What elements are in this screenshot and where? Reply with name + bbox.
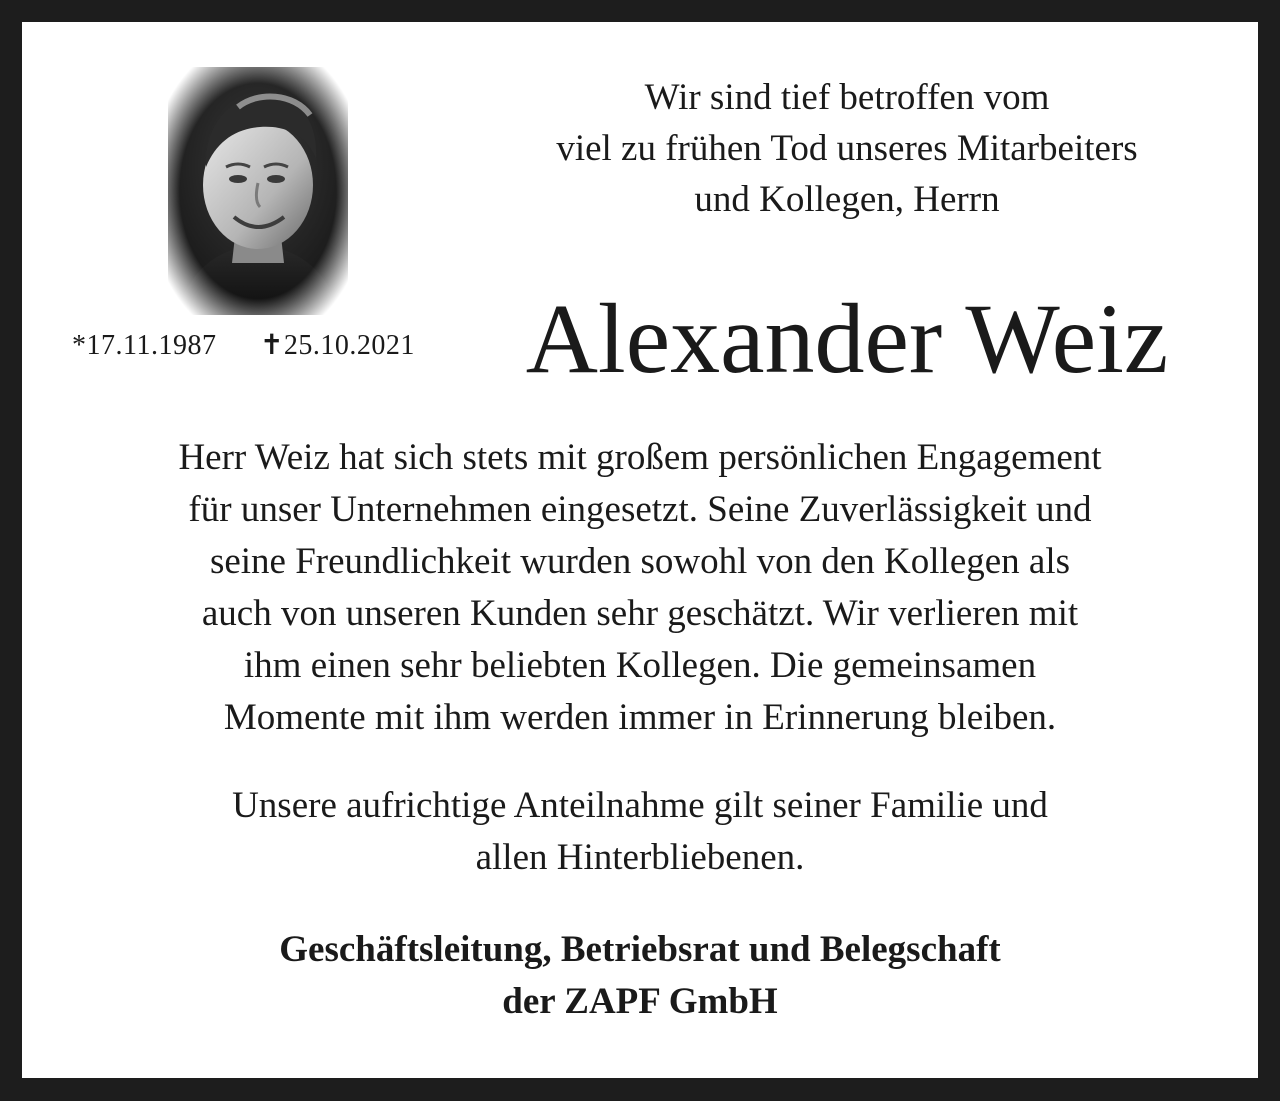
signature-block <box>42 924 1238 1028</box>
death-date: ✝25.10.2021 <box>259 330 415 361</box>
tribute-line: Herr Weiz hat sich stets mit großem persönlichen Engagement <box>178 437 1102 478</box>
birth-date: *17.11.1987 <box>72 330 217 361</box>
portrait-image <box>168 67 348 315</box>
condolence-text <box>42 780 1238 884</box>
tribute-line: auch von unseren Kunden sehr geschätzt. Wir verlieren mit <box>201 593 1079 634</box>
condolence-line: allen Hinterbliebenen. <box>475 837 805 878</box>
life-dates <box>72 328 462 362</box>
intro-line: und Kollegen, Herrn <box>694 179 1000 220</box>
tribute-line: ihm einen sehr beliebten Kollegen. Die gemeinsamen <box>243 645 1037 686</box>
intro-text <box>478 72 1216 225</box>
signature-line: der ZAPF GmbH <box>502 981 778 1022</box>
intro-line: Wir sind tief betroffen vom <box>644 77 1050 118</box>
tribute-line: seine Freundlichkeit wurden sowohl von den Kollegen als <box>209 541 1071 582</box>
obituary-notice <box>22 22 1258 1078</box>
deceased-name: Alexander Weiz <box>525 283 1169 394</box>
intro-line: viel zu frühen Tod unseres Mitarbeiters <box>556 128 1138 169</box>
tribute-line: Momente mit ihm werden immer in Erinnerung bleiben. <box>223 697 1057 738</box>
portrait-photo <box>168 67 348 315</box>
signature-line: Geschäftsleitung, Betriebsrat und Belegschaft <box>279 929 1001 970</box>
tribute-text <box>42 432 1238 744</box>
condolence-line: Unsere aufrichtige Anteilnahme gilt seiner Familie und <box>232 785 1048 826</box>
tribute-line: für unser Unternehmen eingesetzt. Seine Zuverlässigkeit und <box>188 489 1092 530</box>
